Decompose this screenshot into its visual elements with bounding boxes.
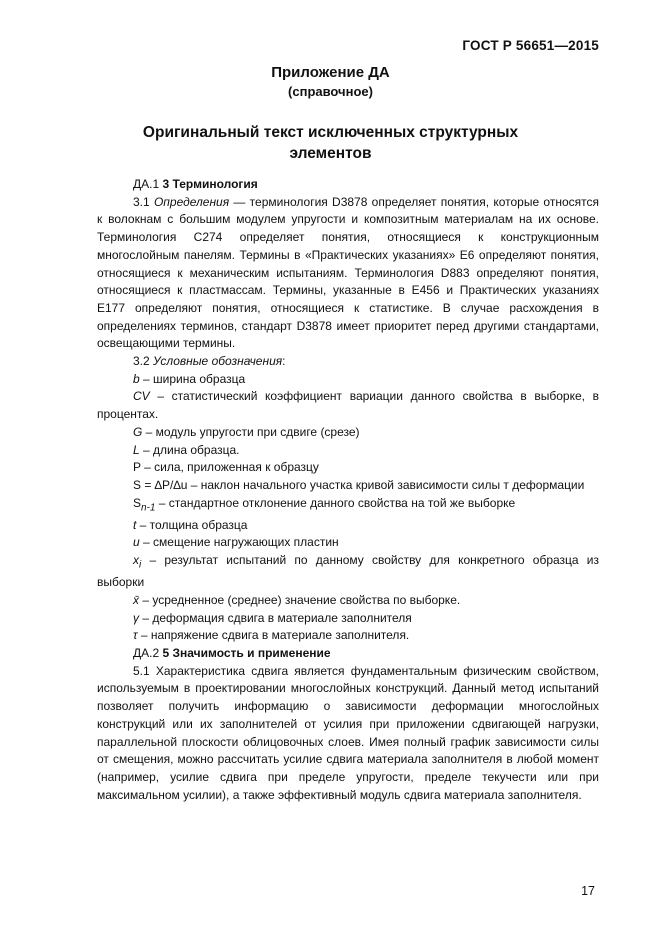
symbol-gamma	[97, 610, 599, 628]
symbol-g	[97, 424, 599, 442]
symbol-t	[97, 517, 599, 535]
section-heading	[100, 122, 561, 164]
symbol-tau-sym: τ	[133, 628, 138, 643]
symbol-b	[97, 371, 599, 389]
symbol-u	[97, 534, 599, 552]
symbol-tau-text: – напряжение сдвига в материале заполнителя.	[137, 628, 410, 643]
symbol-xi-sub: i	[139, 559, 142, 571]
symbol-cv-sym: CV	[133, 389, 150, 404]
document-body	[97, 176, 599, 804]
symbol-sn1-sub: n-1	[141, 502, 156, 514]
standard-code: ГОСТ Р 56651—2015	[462, 38, 599, 53]
section-heading-line2: элементов	[289, 145, 372, 162]
paragraph-3-1-text: — терминология D3878 определяет понятия, которые относятся к волокнам с большим модулем упругости и композитным материалам на их основе. Терминология C274 определяет понятия, относящиеся к конструкционным многослойным панелям. Термины в «Практических указаниях» E6 определяют понятия, относящиеся к механическим испытаниям. Терминология D883 определяют понятия, относящиеся к пластмассам. Термины, указанные в E456 и Практических указаниях E177 определяют понятия, относящиеся к статистике. В случае расхождения в определениях терминов, стандарт D3878 имеет приоритет перед другими стандартами, освещающими термины.	[97, 194, 599, 351]
symbol-l-text: – длина образца.	[139, 442, 240, 457]
symbol-l-sym: L	[133, 442, 140, 457]
symbol-xi-text: – результат испытаний по данному свойству для конкретного образца из выборки	[97, 553, 599, 590]
symbol-gamma-text: – деформация сдвига в материале заполнителя	[139, 610, 412, 625]
paragraph-3-1-term: Определения	[153, 194, 230, 209]
page-number: 17	[581, 884, 595, 898]
symbol-s	[97, 477, 599, 495]
symbol-p	[97, 459, 599, 477]
symbol-g-text: – модуль упругости при сдвиге (срезе)	[142, 424, 360, 439]
appendix-title: Приложение ДА	[271, 64, 390, 81]
symbol-gamma-sym: γ	[133, 610, 139, 625]
paragraph-3-1-number: 3.1	[133, 194, 154, 209]
symbol-xi	[97, 552, 599, 592]
symbol-xbar	[97, 592, 599, 610]
paragraph-3-2-colon: :	[282, 354, 286, 369]
symbol-l	[97, 442, 599, 460]
section-da2-title: 5 Значимость и применение	[162, 646, 331, 661]
paragraph-3-2-number: 3.2	[133, 354, 154, 369]
section-da2-number: ДА.2	[133, 646, 163, 661]
symbol-u-text: – смещение нагружающих пластин	[139, 535, 339, 550]
symbol-b-text: – ширина образца	[139, 371, 246, 386]
paragraph-5-1: 5.1 Характеристика сдвига является фундаментальным физическим свойством, используемым в проектировании многослойных конструкций. Данный метод испытаний позволяет получить информацию о зависимости деформации многослойных конструкций или их заполнителей от усилия при приложении сдвигающей нагрузки, параллельной плоскости облицовочных слоев. Имея полный график зависимости силы от смещения, можно рассчитать усилие сдвига материала заполнителя в любой момент (например, усилие сдвига при пределе упругости, пределе текучести или при максимальном усилии), а также эффективный модуль сдвига материала заполнителя.	[97, 663, 599, 802]
symbol-g-sym: G	[133, 424, 143, 439]
paragraph-3-2	[97, 353, 599, 371]
section-heading-line1: Оригинальный текст исключенных структурных	[142, 124, 519, 141]
section-da1-number: ДА.1	[133, 177, 163, 191]
section-da1-title: 3 Терминология	[162, 177, 258, 191]
symbol-cv	[97, 388, 599, 423]
symbol-xbar-text: – усредненное (среднее) значение свойства по выборке.	[139, 592, 461, 607]
symbol-sn1-text: – стандартное отклонение данного свойства на той же выборке	[155, 495, 516, 510]
symbol-p-text: P – сила, приложенная к образцу	[133, 460, 319, 475]
symbol-b-sym: b	[133, 371, 140, 386]
symbol-u-sym: u	[133, 535, 140, 550]
symbol-xi-sym: x	[133, 553, 139, 568]
symbol-xbar-sym: x̄	[133, 592, 139, 607]
symbol-tau	[97, 627, 599, 645]
symbol-sn1	[97, 495, 599, 517]
paragraph-3-2-term: Условные обозначения	[153, 354, 283, 369]
symbol-sn1-sym: S	[133, 495, 142, 510]
section-da1-header	[97, 176, 599, 194]
symbol-s-text: S = ∆P/∆u – наклон начального участка кривой зависимости силы т деформации	[133, 477, 585, 492]
appendix-type: (справочное)	[288, 84, 373, 99]
section-da2-header	[97, 645, 599, 663]
symbol-t-text: – толщина образца	[136, 517, 248, 532]
symbol-t-sym: t	[133, 517, 137, 532]
paragraph-3-1	[97, 194, 599, 353]
symbol-cv-text: – статистический коэффициент вариации данного свойства в выборке, в процентах.	[97, 389, 599, 422]
